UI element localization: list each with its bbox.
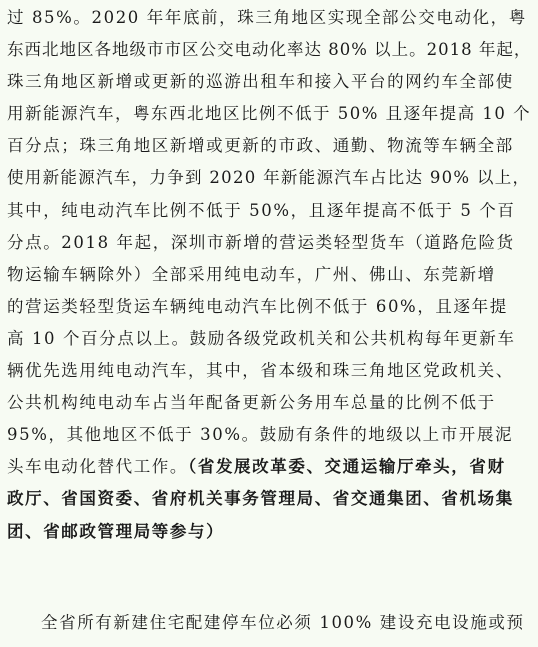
text-line-4: 用新能源汽车，粤东西北地区比例不低于 50% 且逐年提高 10 个 [7,104,532,124]
text-line-15 [7,451,533,483]
next-paragraph-text: 全省所有新建住宅配建停车位必须 100% 建设充电设施或预 [41,613,525,632]
text-line-15-plain: 头车电动化替代工作。 [7,457,188,477]
text-line-6: 使用新能源汽车，力争到 2020 年新能源汽车占比达 90% 以上， [7,168,531,188]
text-line-7: 其中，纯电动汽车比例不低于 50%，且逐年提高不低于 5 个百 [7,200,516,220]
text-line-8: 分点。2018 年起，深圳市新增的营运类轻型货车（道路危险货 [7,232,515,252]
text-line-10: 的营运类轻型货运车辆纯电动汽车比例不低于 60%，且逐年提 [7,296,508,316]
text-line-1: 过 85%。2020 年年底前，珠三角地区实现全部公交电动化，粤 [7,8,527,27]
text-line-13: 公共机构纯电动车占当年配备更新公务用车总量的比例不低于 [7,393,496,413]
text-line-14: 95%，其他地区不低于 30%。鼓励有条件的地级以上市开展泥 [7,425,514,445]
text-line-3: 珠三角地区新增或更新的巡游出租车和接入平台的网约车全部使 [7,72,514,92]
text-line-5: 百分点；珠三角地区新增或更新的市政、通勤、物流等车辆全部 [7,136,514,156]
policy-paragraph [7,2,533,548]
responsible-departments-start: （省发展改革委、交通运输厅牵头，省财 [188,457,506,477]
text-line-12: 辆优先选用纯电动汽车，其中，省本级和珠三角地区党政机关、 [7,361,514,381]
responsible-departments-line-2: 政厅、省国资委、省府机关事务管理局、省交通集团、省机场集 [7,489,514,509]
responsible-departments-line-3: 团、省邮政管理局等参与） [7,521,225,541]
text-line-11: 高 10 个百分点以上。鼓励各级党政机关和公共机构每年更新车 [7,328,516,348]
next-paragraph-start [7,607,533,639]
text-line-9: 物运输车辆除外）全部采用纯电动车，广州、佛山、东莞新增 [7,264,496,284]
text-line-2: 东西北地区各地级市市区公交电动化率达 80% 以上。2018 年起， [7,40,532,60]
